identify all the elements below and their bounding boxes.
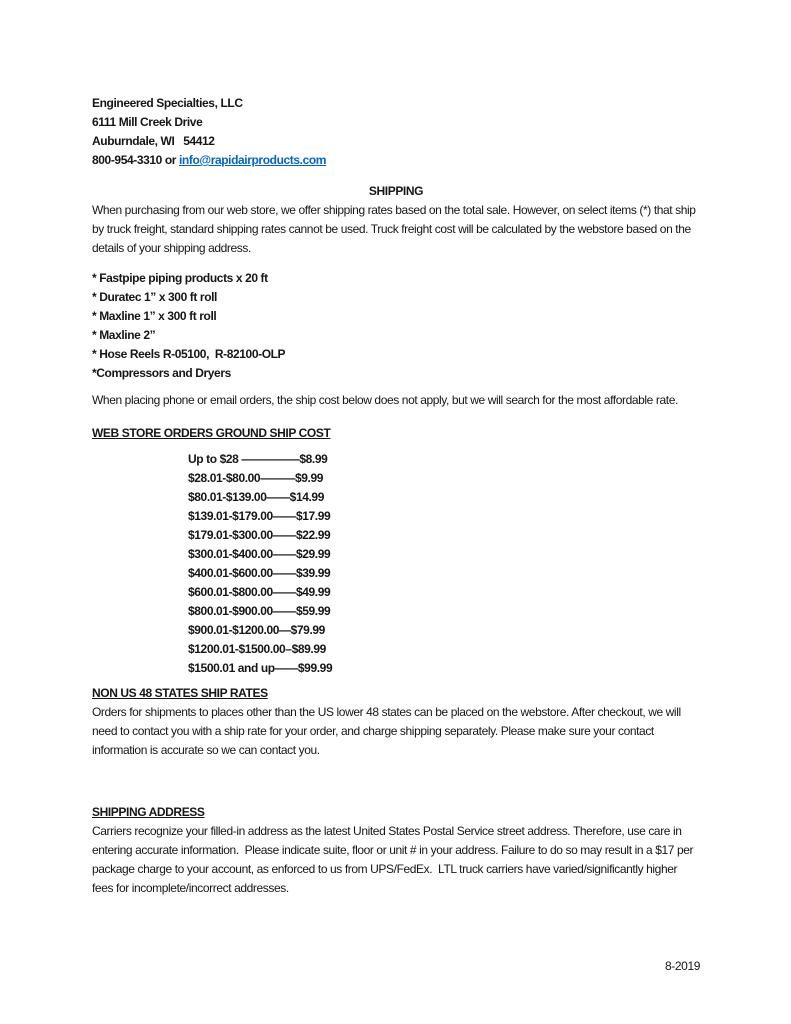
phone-order-note: When placing phone or email orders, the ship cost below does not apply, but we will search for the most affordable rate. <box>92 393 678 407</box>
rate-row: $80.01-$139.00——$14.99 <box>188 490 324 504</box>
rate-row: $800.01-$900.00——$59.99 <box>188 604 331 618</box>
email-link[interactable]: info@rapidairproducts.com <box>179 153 327 167</box>
revision-date: 8-2019 <box>665 959 700 973</box>
rate-row: $1200.01-$1500.00–$89.99 <box>188 642 326 656</box>
rate-row: $900.01-$1200.00—$79.99 <box>188 623 325 637</box>
company-name: Engineered Specialties, LLC <box>92 96 243 110</box>
rate-row: $139.01-$179.00——$17.99 <box>188 509 331 523</box>
shipping-title: SHIPPING <box>368 184 424 198</box>
truck-freight-item: * Maxline 2” <box>92 328 156 342</box>
shipping-address-heading: SHIPPING ADDRESS <box>92 805 205 819</box>
letterhead <box>92 94 700 170</box>
ground-ship-cost-heading: WEB STORE ORDERS GROUND SHIP COST <box>92 426 331 440</box>
non-us-rates-paragraph: Orders for shipments to places other than the US lower 48 states can be placed on the webstore. After checkout, we will need to contact you with a ship rate for your order, and charge shipping separately. Please make sure your contact information is accurate so we can contact you. <box>92 705 684 757</box>
truck-freight-item: *Compressors and Dryers <box>92 366 231 380</box>
rate-row: $300.01-$400.00——$29.99 <box>188 547 331 561</box>
shipping-address-paragraph: Carriers recognize your filled-in address as the latest United States Postal Service street address. Therefore, use care in entering accurate information. Please indicate suite, floor or unit # in your address. Failure to do so may result in a $17 per package charge to your account, as enforced to us from UPS/FedEx. LTL truck carriers have varied/significantly higher fees for incomplete/incorrect addresses. <box>92 824 697 895</box>
street-address: 6111 Mill Creek Drive <box>92 115 203 129</box>
truck-freight-item: * Hose Reels R-05100, R-82100-OLP <box>92 347 286 361</box>
rate-row: $28.01-$80.00———$9.99 <box>188 471 324 485</box>
rate-row: $600.01-$800.00——$49.99 <box>188 585 331 599</box>
rate-row: $1500.01 and up——$99.99 <box>188 661 333 675</box>
city-state-zip: Auburndale, WI 54412 <box>92 134 215 148</box>
rate-row: $400.01-$600.00——$39.99 <box>188 566 331 580</box>
rate-row: $179.01-$300.00——$22.99 <box>188 528 331 542</box>
truck-freight-item: * Fastpipe piping products x 20 ft <box>92 271 268 285</box>
truck-freight-item: * Duratec 1” x 300 ft roll <box>92 290 217 304</box>
phone-number: 800-954-3310 or <box>92 153 179 167</box>
rate-row: Up to $28 —————$8.99 <box>188 452 328 466</box>
shipping-intro-paragraph: When purchasing from our web store, we offer shipping rates based on the total sale. However, on select items (*) that ship by truck freight, standard shipping rates cannot be used. Truck freight cost will be calculated by the webstore based on the details of your shipping address. <box>92 203 699 255</box>
truck-freight-item-list <box>92 269 700 383</box>
ground-ship-rate-table <box>188 450 700 678</box>
non-us-rates-heading: NON US 48 STATES SHIP RATES <box>92 686 268 700</box>
contact-line <box>92 151 700 170</box>
truck-freight-item: * Maxline 1” x 300 ft roll <box>92 309 217 323</box>
